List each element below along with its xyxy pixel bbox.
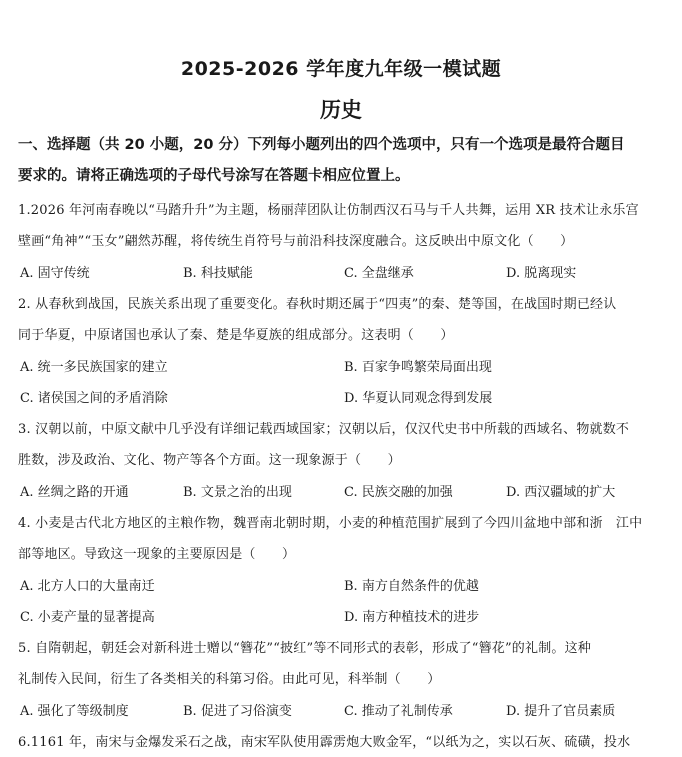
question-4-line-1: 4. 小麦是古代北方地区的主粮作物，魏晋南北朝时期，小麦的种植范围扩展到了今四川盆地中部和浙 江中 [18, 516, 643, 531]
question-1-option-d: D. 脱离现实 [506, 266, 577, 281]
section-instructions-line2: 要求的。请将正确选项的子母代号涂写在答题卡相应位置上。 [18, 168, 410, 184]
question-4-option-c: C. 小麦产量的显著提高 [20, 610, 155, 625]
question-1-option-c: C. 全盘继承 [344, 266, 414, 281]
question-4-option-b: B. 南方自然条件的优越 [344, 579, 479, 594]
question-2-option-d: D. 华夏认同观念得到发展 [344, 391, 493, 406]
question-1-option-a: A. 固守传统 [20, 266, 90, 281]
question-5-line-2: 礼制传入民间，衍生了各类相关的科第习俗。由此可见，科举制（ ） [18, 672, 441, 687]
question-2-option-b: B. 百家争鸣繁荣局面出现 [344, 360, 492, 375]
question-2-option-a: A. 统一多民族国家的建立 [20, 360, 168, 375]
question-3-line-1: 3. 汉朝以前，中原文献中几乎没有详细记载西域国家；汉朝以后，仅汉代史书中所载的西域名、物就数不 [18, 422, 630, 437]
exam-title: 2025-2026 学年度九年级一模试题 [180, 58, 502, 80]
question-1-line-1: 1.2026 年河南春晚以“马踏升升”为主题，杨丽萍团队让仿制西汉石马与千人共舞，运用 XR 技术让永乐宫 [18, 203, 639, 218]
question-3-option-b: B. 文景之治的出现 [183, 485, 292, 500]
question-4-line-2: 部等地区。导致这一现象的主要原因是（ ） [18, 547, 296, 562]
subject-title: 历史 [320, 98, 362, 122]
question-5-option-b: B. 促进了习俗演变 [183, 704, 292, 719]
section-instructions-line1: 一、选择题（共 20 小题，20 分）下列每小题列出的四个选项中，只有一个选项是最符合题目 [18, 137, 625, 153]
question-2-line-2: 同于华夏，中原诸国也承认了秦、楚是华夏族的组成部分。这表明（ ） [18, 328, 454, 343]
question-5-option-a: A. 强化了等级制度 [20, 704, 129, 719]
question-3-option-a: A. 丝绸之路的开通 [20, 485, 129, 500]
question-2-option-c: C. 诸侯国之间的矛盾消除 [20, 391, 168, 406]
question-4-option-d: D. 南方种植技术的进步 [344, 610, 480, 625]
question-6-line-1: 6.1161 年，南宋与金爆发采石之战，南宋军队使用霹雳炮大败金军，“以纸为之，实以石灰、硫磺，投水 [18, 735, 631, 750]
question-5-line-1: 5. 自隋朝起，朝廷会对新科进士赠以“簪花”“披红”等不同形式的表彰，形成了“簪花”的礼制。这种 [18, 641, 592, 656]
question-1-option-b: B. 科技赋能 [183, 266, 253, 281]
question-5-option-c: C. 推动了礼制传承 [344, 704, 453, 719]
question-3-option-c: C. 民族交融的加强 [344, 485, 453, 500]
question-3-option-d: D. 西汉疆域的扩大 [506, 485, 616, 500]
question-3-line-2: 胜数，涉及政治、文化、物产等各个方面。这一现象源于（ ） [18, 453, 401, 468]
question-1-line-2: 壁画“角神”“玉女”翩然苏醒，将传统生肖符号与前沿科技深度融合。这反映出中原文化（ ） [18, 234, 574, 249]
question-4-option-a: A. 北方人口的大量南迁 [20, 579, 155, 594]
question-2-line-1: 2. 从春秋到战国，民族关系出现了重要变化。春秋时期还属于“四夷”的秦、楚等国，在战国时期已经认 [18, 297, 617, 312]
question-5-option-d: D. 提升了官员素质 [506, 704, 616, 719]
